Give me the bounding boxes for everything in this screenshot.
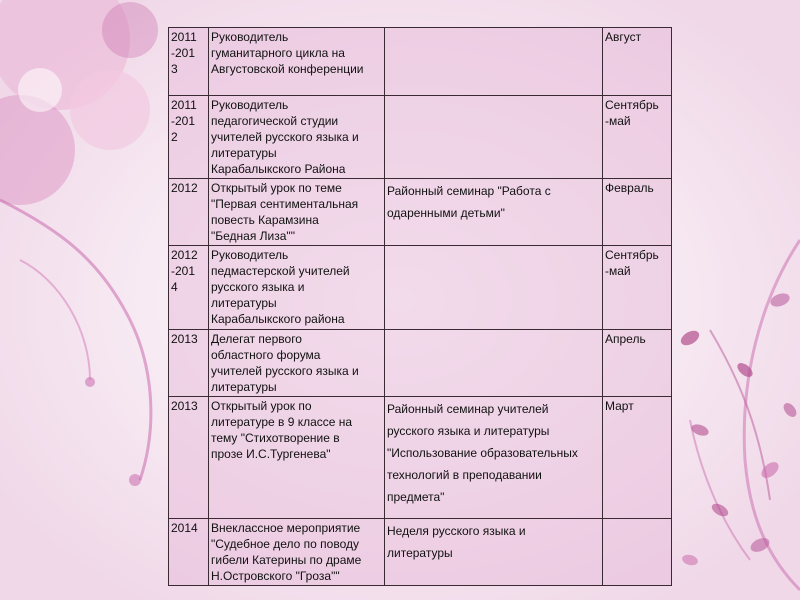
month-cell	[603, 519, 672, 586]
table-row	[169, 519, 672, 586]
activity-cell: Открытый урок по литературе в 9 классе на тему "Стихотворение в прозе И.С.Тургенева"	[209, 397, 385, 519]
activity-table	[168, 27, 672, 586]
activity-cell: Открытый урок по теме "Первая сентиментальная повесть Карамзина "Бедная Лиза""	[209, 179, 385, 246]
event-cell	[385, 330, 603, 397]
year-cell: 2014	[169, 519, 209, 586]
year-cell: 2011 -201 3	[169, 28, 209, 96]
month-cell: Февраль	[603, 179, 672, 246]
year-cell: 2013	[169, 330, 209, 397]
activity-cell: Руководитель гуманитарного цикла на Августовской конференции	[209, 28, 385, 96]
year-cell: 2012	[169, 179, 209, 246]
table-row	[169, 96, 672, 179]
event-cell: Районный семинар "Работа с одаренными детьми"	[385, 179, 603, 246]
table-row	[169, 397, 672, 519]
event-cell: Районный семинар учителей русского языка и литературы "Использование образовательных технологий в преподавании предмета"	[385, 397, 603, 519]
month-cell: Март	[603, 397, 672, 519]
activity-cell: Внеклассное мероприятие "Судебное дело по поводу гибели Катерины по драме Н.Островского "Гроза""	[209, 519, 385, 586]
activity-cell: Руководитель педагогической студии учителей русского языка и литературы Карабалыкского Района	[209, 96, 385, 179]
activity-cell: Руководитель педмастерской учителей русского языка и литературы Карабалыкского района	[209, 246, 385, 330]
table-row	[169, 330, 672, 397]
table-row	[169, 179, 672, 246]
event-cell	[385, 28, 603, 96]
year-cell: 2013	[169, 397, 209, 519]
table-row	[169, 28, 672, 96]
month-cell: Август	[603, 28, 672, 96]
event-cell	[385, 96, 603, 179]
table-row	[169, 246, 672, 330]
month-cell: Апрель	[603, 330, 672, 397]
activity-cell: Делегат первого областного форума учителей русского языка и литературы	[209, 330, 385, 397]
month-cell: Сентябрь -май	[603, 246, 672, 330]
event-cell: Неделя русского языка и литературы	[385, 519, 603, 586]
month-cell: Сентябрь -май	[603, 96, 672, 179]
year-cell: 2011 -201 2	[169, 96, 209, 179]
event-cell	[385, 246, 603, 330]
year-cell: 2012 -201 4	[169, 246, 209, 330]
